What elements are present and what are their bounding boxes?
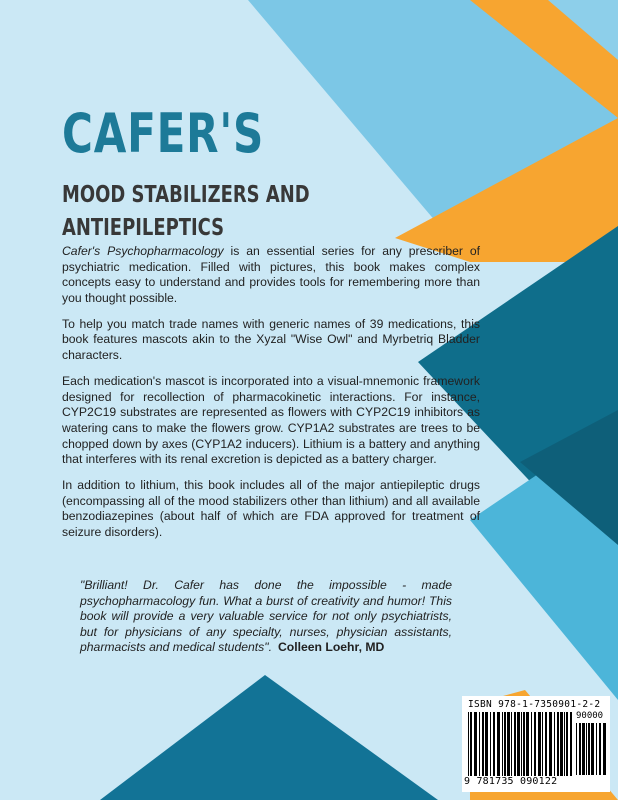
blurb-paragraph-3: Each medication's mascot is incorporated into a visual-mnemonic framework designed for recollection of pharmacokinetic interactions. For instance, CYP2C19 substrates are represented as flowers with CYP2C19 inhibitors as watering cans to make the flowers grow. CYP1A2 substrates are trees to be chopped down by axes (CYP1A2 inducers). Lithium is a battery and anything that interferes with its renal excretion is depicted as a battery charger. [62, 374, 480, 467]
subtitle-line-1: MOOD STABILIZERS AND [62, 182, 310, 208]
isbn-barcode [462, 696, 610, 792]
price-code: 90000 [576, 711, 604, 721]
blurb [62, 244, 480, 551]
subtitle-line-2: ANTIEPILEPTICS [62, 215, 225, 241]
testimonial-author: Colleen Loehr, MD [277, 640, 385, 655]
price-barcode-bars [576, 723, 606, 775]
testimonial [80, 578, 452, 656]
testimonial-quote: "Brilliant! Dr. Cafer has done the impossible - made psychopharmacology fun. What a burst of creativity and humor! This book will provide a very valuable service for not only psychiatrists, but for physicians of any specialty, nurses, physician assistants, pharmacists and medical students". [80, 578, 452, 655]
series-name: Cafer's Psychopharmacology [62, 244, 224, 258]
blurb-paragraph-4: In addition to lithium, this book includes all of the major antiepileptic drugs (encompassing all of the mood stabilizers other than lithium) and all available benzodiazepines (about half of which are FDA approved for treatment of seizure disorders). [62, 478, 480, 539]
isbn-number: ISBN 978-1-7350901-2-2 [468, 699, 601, 710]
book-subtitle [62, 179, 310, 245]
blurb-paragraph-1-text: is an essential series for any prescriber of psychiatric medication. Filled with pictures, this book makes complex concepts easy to understand and provides tools for remembering more than you thought possible. [62, 244, 480, 305]
blurb-paragraph-1 [62, 244, 480, 306]
barcode-bars [468, 712, 572, 776]
blurb-paragraph-2: To help you match trade names with generic names of 39 medications, this book features mascots akin to the Xyzal "Wise Owl" and Myrbetriq Bladder characters. [62, 316, 480, 363]
barcode-digits: 9 781735 090122 [464, 776, 558, 787]
book-title: CAFER'S [62, 102, 265, 165]
